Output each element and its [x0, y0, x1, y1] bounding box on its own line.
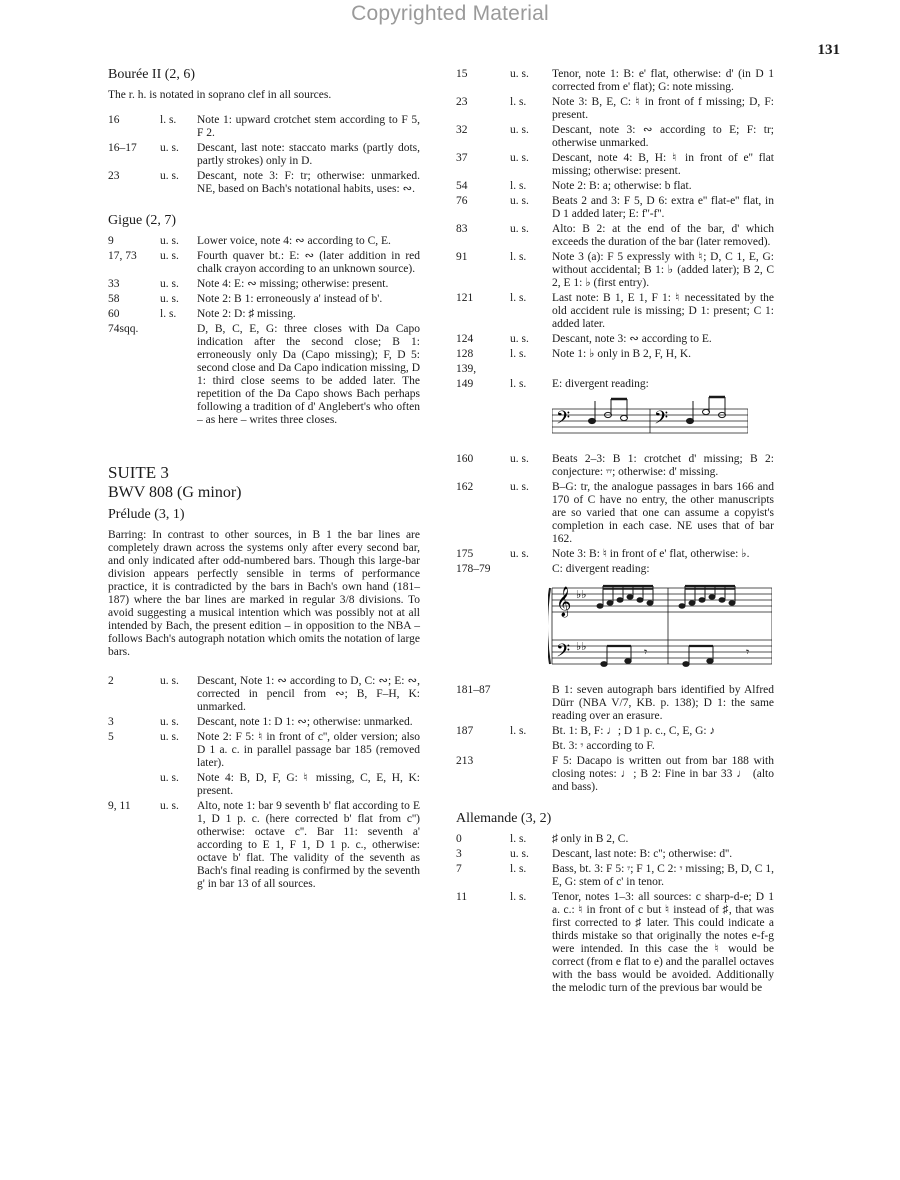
- entry-bar: 76: [456, 195, 468, 207]
- entry-part: [510, 740, 552, 753]
- entry: [456, 453, 774, 479]
- entry-text: Fourth quaver bt.: E: ∾ (later addition in red chalk crayon according to an unknown source).: [197, 250, 420, 275]
- entry-bar: 17, 73: [108, 250, 137, 262]
- entry-text: Note 2: D: ♯ missing.: [197, 308, 296, 320]
- entry-bar: 16–17: [108, 142, 137, 154]
- entry: [456, 563, 774, 576]
- entry-bar: 9: [108, 235, 114, 247]
- entry-part: u. s.: [510, 548, 529, 560]
- entry: [108, 675, 420, 714]
- entry: [456, 292, 774, 331]
- entry: [108, 235, 420, 248]
- entry-text: Alto: B 2: at the end of the bar, d' which exceeds the duration of the bar (later removed).: [552, 223, 774, 248]
- entry-text: Descant, note 3: ∾ according to E.: [552, 333, 712, 345]
- entry-bar: 160: [456, 453, 474, 465]
- svg-text:♭♭: ♭♭: [576, 588, 587, 601]
- entry-text: Descant, last note: staccato marks (partly dots, partly strokes) only in D.: [197, 142, 420, 167]
- entry-part: u. s.: [510, 124, 529, 136]
- entry-bar: 37: [456, 152, 468, 164]
- entry-part: [510, 563, 552, 576]
- entry-text: E: divergent reading:: [552, 378, 649, 390]
- entry-bar: 139,: [456, 363, 477, 375]
- music-example-bass: [552, 395, 774, 445]
- entry-text: Note 2: B 1: erroneously a' instead of b'.: [197, 293, 383, 305]
- entry-bar: 7: [456, 863, 462, 875]
- entry: [456, 848, 774, 861]
- entry-part: u. s.: [510, 152, 529, 164]
- entry-part: l. s.: [510, 251, 527, 263]
- entry-part: u. s.: [510, 68, 529, 80]
- entry-bar: 54: [456, 180, 468, 192]
- entry-bar: 121: [456, 292, 474, 304]
- entry-text: F 5: Dacapo is written out from bar 188 with closing notes: ♩; B 2: Fine in bar 33 ♩ (alto and bass).: [552, 755, 774, 793]
- entry-text: Descant, last note: B: c''; otherwise: d''.: [552, 848, 733, 860]
- entry-bar: 33: [108, 278, 120, 290]
- entry-text: Tenor, notes 1–3: all sources: c sharp-d-e; D 1 a. c.: ♮ in front of c but ♮ instead of ♯, that was first corrected to ♯ later. This could indicate a thirds mistake so that originally the notes e-f-g were intended. In this case the ♮ would be correct (from e flat to e) and the parallel octaves with the bass would be avoided. Additionally the melodic turn of the previous bar would be: [552, 891, 774, 994]
- entry-text: Note 4: E: ∾ missing; otherwise: present.: [197, 278, 389, 290]
- entry: [456, 891, 774, 995]
- entry-part: u. s.: [160, 772, 179, 784]
- entry-part: u. s.: [510, 481, 529, 493]
- entry-part: l. s.: [510, 348, 527, 360]
- entry-text: D, B, C, E, G: three closes with Da Capo indication after the second close; B 1: erroneously only Da (Capo missing); F, D 5: second close and Da Capo indication missing, D 1: third close seems to be added later. The repetition of the Da Capo shows Bach perhaps following a tradition of d' Anglebert's who often – as here – writes three closes.: [197, 323, 420, 426]
- entry-text: Bt. 3: 𝄾 according to F.: [552, 740, 655, 752]
- entry-bar: 3: [108, 716, 114, 728]
- entry-bar: 74sqq.: [108, 323, 139, 335]
- entry: [108, 142, 420, 168]
- svg-text:𝄢: 𝄢: [654, 408, 669, 433]
- entry-part: u. s.: [510, 453, 529, 465]
- entry-part: u. s.: [160, 293, 179, 305]
- entry-bar: 60: [108, 308, 120, 320]
- entry-bar: 58: [108, 293, 120, 305]
- entry-part: [510, 684, 552, 723]
- entry-bar: 5: [108, 731, 114, 743]
- entry: [456, 363, 774, 376]
- entry-bar: 149: [456, 378, 474, 390]
- entry: [108, 800, 420, 891]
- suite-title: SUITE 3: [108, 463, 169, 482]
- entry-text: Note 3 (a): F 5 expressly with ♮; D, C 1, E, G: without accidental; B 1: ♭ (added later); B 2, C 2, E 1: ♭ (first entry).: [552, 251, 774, 289]
- entry: [108, 731, 420, 770]
- entry-part: u. s.: [160, 170, 179, 182]
- entry-bar: 16: [108, 114, 120, 126]
- entry: [456, 755, 774, 794]
- entry: [456, 378, 774, 391]
- bouree-heading: Bourée II (2, 6): [108, 67, 196, 82]
- entry: [108, 278, 420, 291]
- entry-part: u. s.: [510, 195, 529, 207]
- entry-text: Note 4: B, D, F, G: ♮ missing, C, E, H, K: present.: [197, 772, 420, 797]
- entry-text: Descant, note 1: D 1: ∾; otherwise: unmarked.: [197, 716, 413, 728]
- entry-text: Descant, note 3: F: tr; otherwise: unmarked. NE, based on Bach's notational habits, uses: ∾.: [197, 170, 420, 195]
- entry-part: u. s.: [160, 142, 179, 154]
- entry-text: Descant, note 3: ∾ according to E; F: tr; otherwise unmarked.: [552, 124, 774, 149]
- entry-text: Beats 2–3: B 1: crotchet d' missing; B 2: conjecture: 𝄾𝄾; otherwise: d' missing.: [552, 453, 774, 478]
- entry-text: Note 3: B: ♮ in front of e' flat, otherwise: ♭.: [552, 548, 750, 560]
- entry-bar: 15: [456, 68, 468, 80]
- svg-text:𝄾: 𝄾: [746, 645, 750, 659]
- entry-part: l. s.: [510, 863, 527, 875]
- entry-part: [510, 755, 552, 794]
- entry-bar: [456, 740, 510, 753]
- entry: [108, 170, 420, 196]
- entry: [456, 333, 774, 346]
- entry-part: l. s.: [510, 378, 527, 390]
- entry: [108, 323, 420, 427]
- svg-text:𝄢: 𝄢: [556, 408, 571, 433]
- entry: [456, 180, 774, 193]
- entry-text: Descant, note 4: B, H: ♮ in front of e'' flat missing; otherwise: present.: [552, 152, 774, 177]
- entry: [456, 725, 774, 738]
- entry: [456, 684, 774, 723]
- watermark: Copyrighted Material: [351, 2, 549, 25]
- prelude-heading: Prélude (3, 1): [108, 507, 185, 522]
- entry-part: u. s.: [160, 278, 179, 290]
- entry: [108, 308, 420, 321]
- entry: [108, 293, 420, 306]
- entry-text: ♯ only in B 2, C.: [552, 833, 629, 845]
- entry-bar: 181–87: [456, 684, 491, 696]
- entry: [108, 716, 420, 729]
- grand-staff-figure: [548, 580, 772, 676]
- entry-text: [552, 363, 774, 376]
- entry-text: Last note: B 1, E 1, F 1: ♮ necessitated by the old accident rule is missing; D 1: present; C 1: added later.: [552, 292, 774, 330]
- entry-part: l. s.: [510, 96, 527, 108]
- music-example-grand-staff: [548, 580, 774, 676]
- entry-part: u. s.: [510, 223, 529, 235]
- entry-part: [160, 323, 197, 427]
- entry-text: B 1: seven autograph bars identified by Alfred Dürr (NBA V/7, KB. p. 138); D 1: the same reading over an erasure.: [552, 684, 774, 722]
- entry-part: l. s.: [510, 725, 527, 737]
- entry: [456, 223, 774, 249]
- left-column: [108, 68, 420, 893]
- entry: [456, 481, 774, 546]
- entry-text: Note 1: ♭ only in B 2, F, H, K.: [552, 348, 691, 360]
- entry-part: l. s.: [510, 292, 527, 304]
- bwv-title: BWV 808 (G minor): [108, 484, 242, 501]
- entry-text: Note 1: upward crotchet stem according to F 5, F 2.: [197, 114, 420, 139]
- entry-text: Note 3: B, E, C: ♮ in front of f missing; D, F: present.: [552, 96, 774, 121]
- entry-bar: 2: [108, 675, 114, 687]
- entry-text: Bt. 1: B, F: ♩; D 1 p. c., C, E, G: ♪: [552, 725, 716, 737]
- entry-text: Descant, Note 1: ∾ according to D, C: ∾; E: ∾, corrected in pencil from ∾; B, F–H, K: unmarked.: [197, 675, 420, 713]
- entry-bar: 162: [456, 481, 474, 493]
- bass-staff-figure: [552, 395, 748, 445]
- entry-bar: 91: [456, 251, 468, 263]
- entry-bar: 175: [456, 548, 474, 560]
- entry: [456, 251, 774, 290]
- allemande-heading: Allemande (3, 2): [456, 811, 552, 826]
- entry-part: u. s.: [160, 731, 179, 743]
- entry: [108, 250, 420, 276]
- entry-bar: 124: [456, 333, 474, 345]
- svg-text:𝄾: 𝄾: [644, 645, 648, 659]
- svg-text:𝄢: 𝄢: [556, 641, 571, 666]
- entry-part: [510, 363, 552, 376]
- entry-part: u. s.: [160, 675, 179, 687]
- gigue-heading: Gigue (2, 7): [108, 213, 177, 228]
- entry-bar: 23: [108, 170, 120, 182]
- entry-bar: 83: [456, 223, 468, 235]
- entry-text: Lower voice, note 4: ∾ according to C, E.: [197, 235, 391, 247]
- entry-bar: 213: [456, 755, 474, 767]
- entry: [108, 772, 420, 798]
- entry-part: u. s.: [160, 250, 179, 262]
- entry: [456, 833, 774, 846]
- entry: [456, 68, 774, 94]
- entry-part: l. s.: [510, 833, 527, 845]
- entry: [456, 195, 774, 221]
- entry: [456, 740, 774, 753]
- entry-bar: 32: [456, 124, 468, 136]
- entry-part: u. s.: [160, 716, 179, 728]
- entry: [456, 96, 774, 122]
- entry: [456, 548, 774, 561]
- entry: [456, 124, 774, 150]
- entry-bar: 11: [456, 891, 468, 903]
- entry-bar: 128: [456, 348, 474, 360]
- entry-text: C: divergent reading:: [552, 563, 650, 575]
- entry-bar: [108, 772, 160, 798]
- entry-bar: 23: [456, 96, 468, 108]
- entry-part: u. s.: [510, 848, 529, 860]
- entry-bar: 3: [456, 848, 462, 860]
- entry-text: Tenor, note 1: B: e' flat, otherwise: d' (in D 1 corrected from e' flat); G: note missing.: [552, 68, 774, 93]
- entry-text: Beats 2 and 3: F 5, D 6: extra e'' flat-e'' flat, in D 1 added later; E: f''-f''.: [552, 195, 774, 220]
- entry: [456, 348, 774, 361]
- entry-bar: 9, 11: [108, 800, 131, 812]
- entry-text: B–G: tr, the analogue passages in bars 166 and 170 of C have no entry, the other manuscripts are so varied that one can assume a copyist's completion in each case. NE uses that of bar 162.: [552, 481, 774, 545]
- entry-bar: 0: [456, 833, 462, 845]
- entry-part: l. s.: [510, 180, 527, 192]
- entry-part: l. s.: [160, 308, 177, 320]
- svg-text:𝄞: 𝄞: [556, 587, 572, 617]
- entry: [108, 114, 420, 140]
- entry-text: Note 2: F 5: ♮ in front of c'', older version; also D 1 a. c. in parallel passage bar 185 (removed later).: [197, 731, 420, 769]
- entry-part: l. s.: [510, 891, 527, 903]
- entry-bar: 187: [456, 725, 474, 737]
- entry-text: Note 2: B: a; otherwise: b flat.: [552, 180, 692, 192]
- entry-part: l. s.: [160, 114, 177, 126]
- entry-part: u. s.: [510, 333, 529, 345]
- barring-paragraph: Barring: In contrast to other sources, in B 1 the bar lines are completely drawn across the systems only after every second bar, and only indicated after odd-numbered bars. Though this large-bar division appears perfectly sensible in terms of performance practice, it is contradicted by the bars in Bach's own hand (181–187) where the bar lines are marked in regular 3/8 divisions. To avoid suggesting a musical intention which was possibly not at all intended by Bach, the present edition – in opposition to the NBA – follows Bach's autograph notation which omits the notation of large bars.: [108, 529, 420, 658]
- entry: [456, 152, 774, 178]
- page-number: 131: [817, 42, 840, 58]
- entry: [456, 863, 774, 889]
- entry-text: Bass, bt. 3: F 5: 𝄾; F 1, C 2: 𝄾 missing; B, D, C 1, E, G: stem of c' in tenor.: [552, 863, 774, 888]
- bouree-note: The r. h. is notated in soprano clef in all sources.: [108, 89, 332, 101]
- entry-bar: 178–79: [456, 563, 491, 575]
- entry-text: Alto, note 1: bar 9 seventh b' flat according to E 1, D 1 p. c. (here corrected b' flat from c'') otherwise: octave c''. Bar 11: seventh a' according to E 1, F 1, D 1 p. c., otherwise: octave b' flat. The validity of the seventh as Bach's final reading is confirmed by the seventh g' in bar 13 of all sources.: [197, 800, 420, 890]
- entry-part: u. s.: [160, 800, 179, 812]
- right-column: [456, 68, 774, 997]
- entry-part: u. s.: [160, 235, 179, 247]
- svg-text:♭♭: ♭♭: [576, 640, 587, 653]
